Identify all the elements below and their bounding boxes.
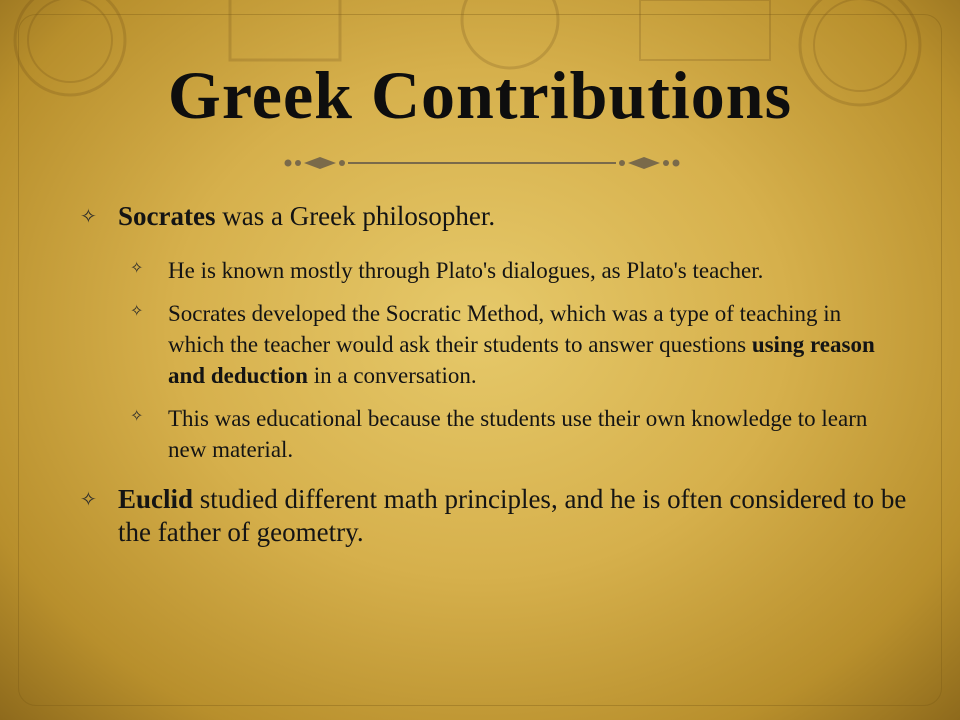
slide-title: Greek Contributions [167,57,793,133]
bullet-strong: Socrates [118,201,216,231]
sub-bullet-plato [130,255,890,286]
bullet-text: was a Greek philosopher. [215,201,496,231]
four-point-star-icon: ✧ [130,260,144,277]
four-point-star-icon: ✧ [130,303,144,320]
sub-bullet-text: He is known mostly through Plato's dialogues, as Plato's teacher. [168,258,764,283]
bullet-socrates [80,200,910,233]
sub-bullet-socratic-method [130,298,890,391]
bullet-text: studied different math principles, and he is often considered to be the father of geometry. [118,484,907,547]
four-point-star-icon: ✧ [80,489,97,511]
sub-bullet-strong: using reason and deduction [168,332,875,388]
four-point-star-icon: ✧ [130,408,144,425]
slide-content [80,200,910,549]
sub-bullet-text-end: in a conversation. [307,363,477,388]
four-point-star-icon: ✧ [80,206,97,228]
sub-bullet-text: This was educational because the students use their own knowledge to learn new material. [168,406,868,462]
bullet-strong: Euclid [118,484,194,514]
bullet-euclid [80,483,910,549]
ornamental-divider [282,152,682,174]
sub-bullet-text: Socrates developed the Socratic Method, which was a type of teaching in which the teacher would ask their students to answer questions [168,301,842,357]
sub-bullet-educational [130,403,890,465]
